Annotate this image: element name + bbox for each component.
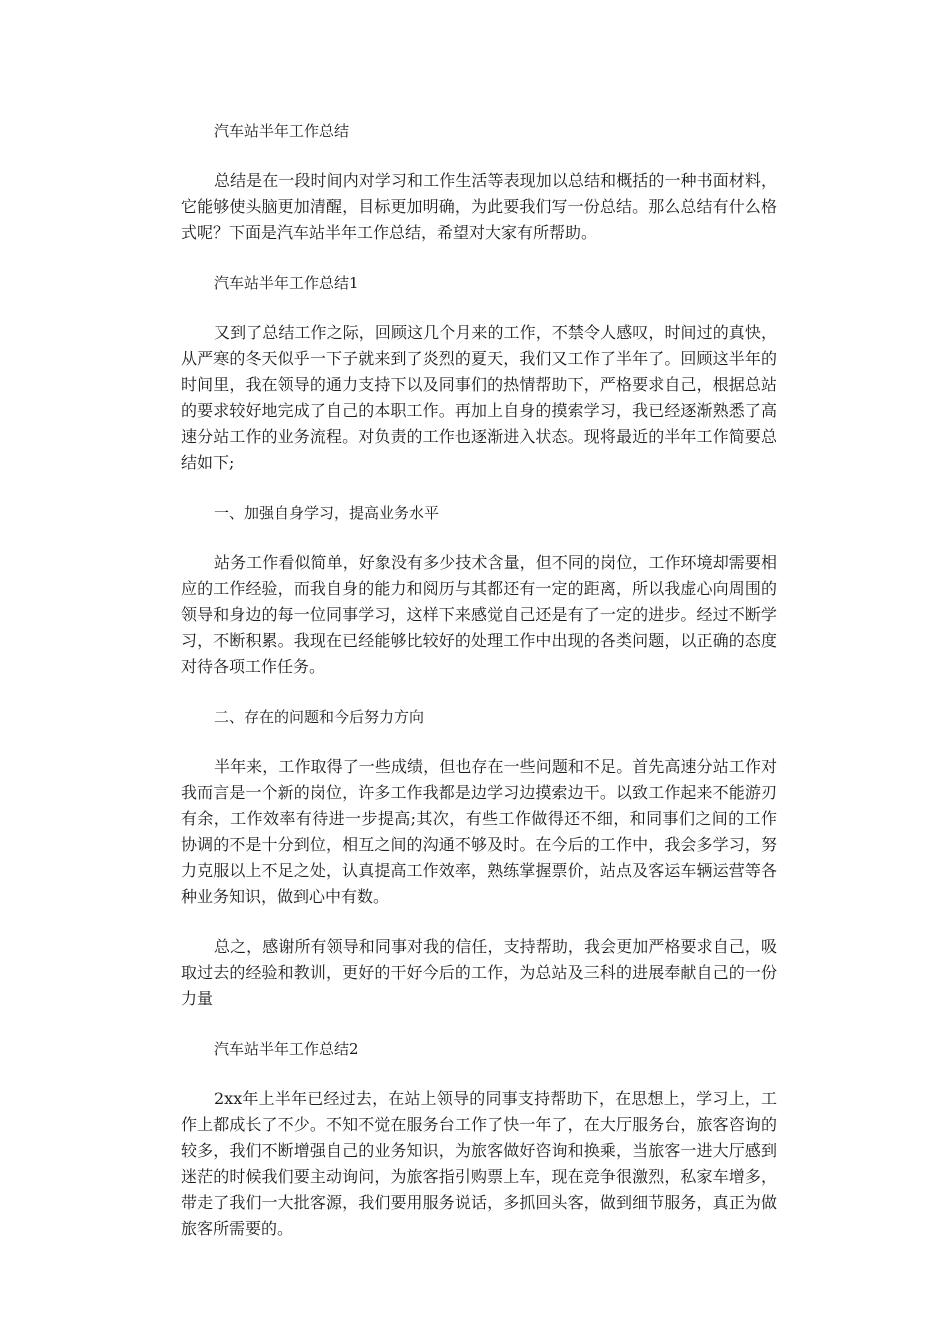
spacer xyxy=(181,246,777,270)
intro-paragraph: 总结是在一段时间内对学习和工作生活等表现加以总结和概括的一种书面材料，它能够使头脑更加清醒，目标更加明确，为此要我们写一份总结。那么总结有什么格式呢？下面是汽车站半年工作总结，希望对大家有所帮助。 xyxy=(181,171,777,242)
spacer xyxy=(181,526,777,550)
subsection-2-heading: 二、存在的问题和今后努力方向 xyxy=(214,708,425,726)
spacer xyxy=(181,910,777,934)
spacer xyxy=(181,476,777,500)
spacer xyxy=(181,144,777,168)
subsection-2-paragraph: 半年来，工作取得了一些成绩，但也存在一些问题和不足。首先高速分站工作对我而言是一个新的岗位，许多工作我都是边学习边摸索边干。以致工作起来不能游刃有余，工作效率有待进一步提高;其次，有些工作做得还不细，和同事们之间的工作协调的不是十分到位，相互之间的沟通不够及时。在今后的工作中，我会多学习，努力克服以上不足之处，认真提高工作效率，熟练掌握票价，站点及客运车辆运营等各种业务知识，做到心中有数。 xyxy=(181,757,777,906)
section-1-heading: 汽车站半年工作总结1 xyxy=(214,274,359,292)
spacer xyxy=(181,1062,777,1086)
section-1-paragraph: 又到了总结工作之际，回顾这几个月来的工作，不禁令人感叹，时间过的真快，从严寒的冬天似乎一下子就来到了炎烈的夏天，我们又工作了半年了。回顾这半年的时间里，我在领导的通力支持下以及同事们的热情帮助下，严格要求自己，根据总站的要求较好地完成了自己的本职工作。再加上自身的摸索学习，我已经逐渐熟悉了高速分站工作的业务流程。对负责的工作也逐渐进入状态。现将最近的半年工作简要总结如下; xyxy=(181,323,777,472)
spacer xyxy=(181,730,777,754)
spacer xyxy=(181,296,777,320)
section-2-heading: 汽车站半年工作总结2 xyxy=(214,1040,359,1058)
subsection-1-paragraph: 站务工作看似简单，好象没有多少技术含量，但不同的岗位，工作环境却需要相应的工作经验，而我自身的能力和阅历与其都还有一定的距离，所以我虚心向周围的领导和身边的每一位同事学习，这样下来感觉自己还是有了一定的进步。经过不断学习，不断积累。我现在已经能够比较好的处理工作中出现的各类问题，以正确的态度对待各项工作任务。 xyxy=(181,553,777,676)
document-title: 汽车站半年工作总结 xyxy=(214,122,350,140)
subsection-1-heading: 一、加强自身学习，提高业务水平 xyxy=(214,504,440,522)
document-page xyxy=(181,118,777,1242)
spacer xyxy=(181,680,777,704)
closing-paragraph: 总之，感谢所有领导和同事对我的信任，支持帮助，我会更加严格要求自己，吸取过去的经验和教训，更好的干好今后的工作，为总站及三科的进展奉献自己的一份力量 xyxy=(181,937,777,1008)
section-2-paragraph: 2xx年上半年已经过去，在站上领导的同事支持帮助下，在思想上，学习上，工作上都成长了不少。不知不觉在服务台工作了快一年了，在大厅服务台，旅客咨询的较多，我们不断增强自己的业务知识，为旅客做好咨询和换乘，当旅客一进大厅感到迷茫的时候我们要主动询问，为旅客指引购票上车，现在竞争很激烈，私家车增多，带走了我们一大批客源，我们要用服务说话，多抓回头客，做到细节服务，真正为做旅客所需要的。 xyxy=(181,1089,777,1238)
spacer xyxy=(181,1012,777,1036)
